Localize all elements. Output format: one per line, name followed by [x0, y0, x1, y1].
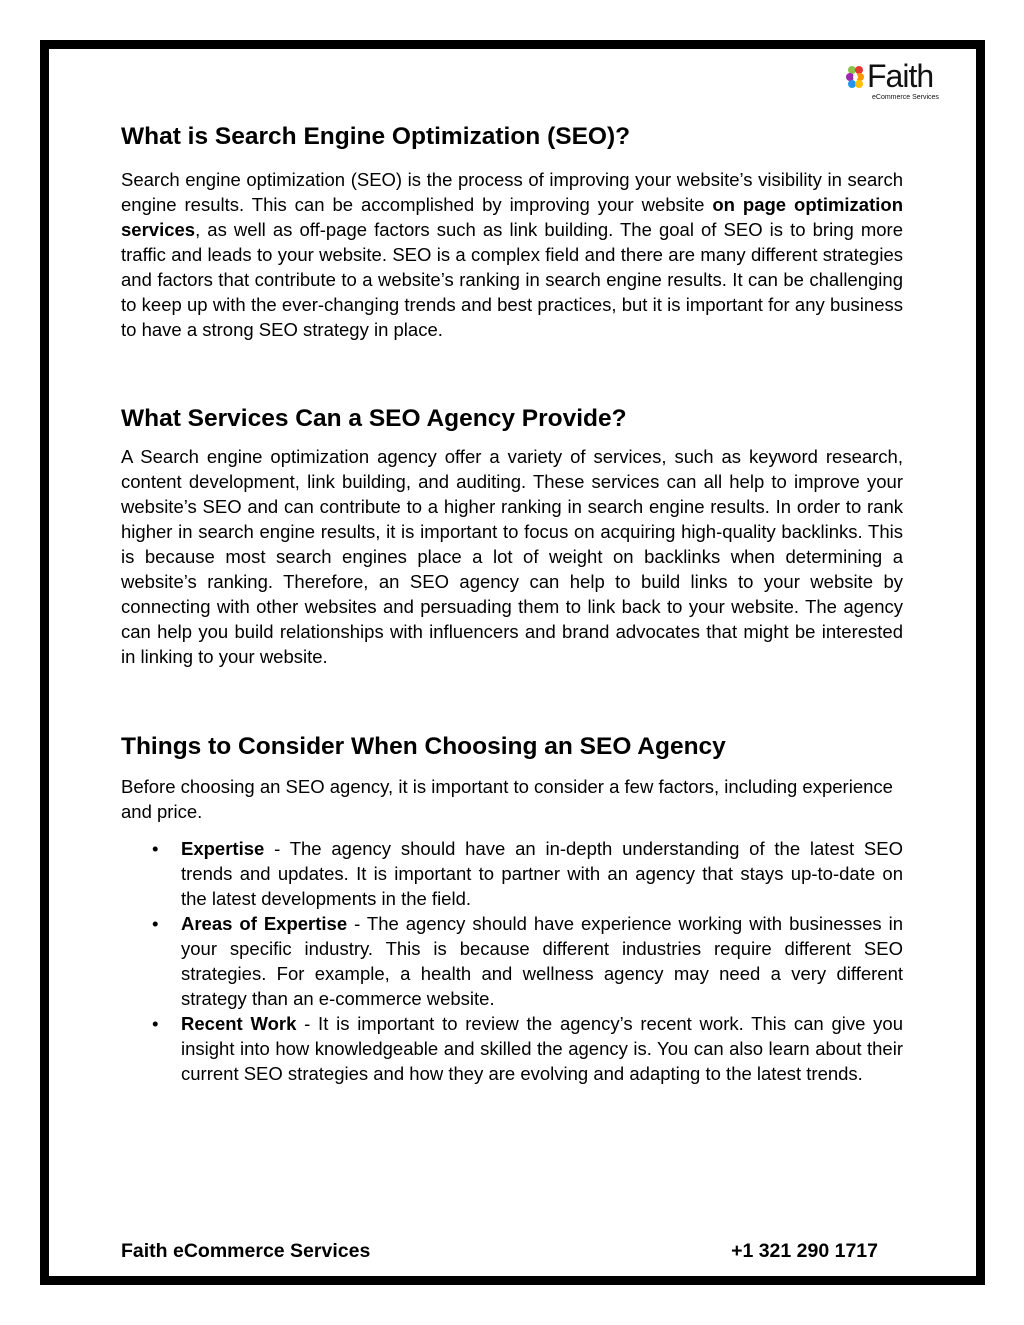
list-item: • Areas of Expertise - The agency should have experience working with businesses in your specific industry. This is because different industries require different SEO strategies. For example, a health and wellness agency may need a very different strategy than an e-commerce website. — [152, 913, 903, 1009]
list-item: • Expertise - The agency should have an in-depth understanding of the latest SEO trends and updates. It is important to partner with an agency that stays up-to-date on the latest developments in the field. — [152, 838, 903, 909]
section-body-choosing-agency: Before choosing an SEO agency, it is important to consider a few factors, including experience and price. — [121, 776, 893, 822]
flower-logo-icon — [845, 64, 867, 94]
section-title-what-is-seo: What is Search Engine Optimization (SEO)? — [121, 123, 631, 150]
section-body-agency-services: A Search engine optimization agency offer a variety of services, such as keyword research, content development, link building, and auditing. These services can all help to improve your website’s SEO and can contribute to a higher ranking in search engine results. In order to rank higher in search engine results, it is important to focus on acquiring high-quality backlinks. This is because most search engines place a lot of weight on backlinks when determining a website’s ranking. Therefore, an SEO agency can help to build links to your website by connecting with other websites and persuading them to link back to your website. The agency can help you build relationships with influencers and brand advocates that might be interested in linking to your website. — [121, 446, 903, 667]
logo-tagline: eCommerce Services — [872, 94, 939, 101]
logo-wordmark: Faith — [867, 58, 934, 94]
section-body-what-is-seo: Search engine optimization (SEO) is the process of improving your website’s visibility in search engine results. This can be accomplished by improving your website on page optimization services, as well as off-page factors such as link building. The goal of SEO is to bring more traffic and leads to your website. SEO is a complex field and there are many different strategies and factors that contribute to a website’s ranking in search engine results. It can be challenging to keep up with the ever-changing trends and best practices, but it is important for any business to have a strong SEO strategy in place. — [121, 169, 903, 340]
list-item: • Recent Work - It is important to review the agency’s recent work. This can give you insight into how knowledgeable and skilled the agency is. You can also learn about their current SEO strategies and how they are evolving and adapting to the latest trends. — [152, 1013, 903, 1084]
faith-logo — [845, 60, 960, 104]
footer-company-name: Faith eCommerce Services — [121, 1240, 371, 1262]
bullet-icon: • — [152, 913, 159, 934]
section-title-choosing-agency: Things to Consider When Choosing an SEO Agency — [121, 733, 726, 760]
bullet-icon: • — [152, 1013, 159, 1034]
footer-phone-number: +1 321 290 1717 — [731, 1240, 878, 1262]
section-title-agency-services: What Services Can a SEO Agency Provide? — [121, 405, 627, 432]
footer — [121, 1240, 878, 1263]
bullet-icon: • — [152, 838, 159, 859]
factors-list — [121, 836, 903, 1086]
document-body — [121, 120, 903, 1086]
on-page-optimization-services-text: on page optimization services — [121, 194, 903, 240]
